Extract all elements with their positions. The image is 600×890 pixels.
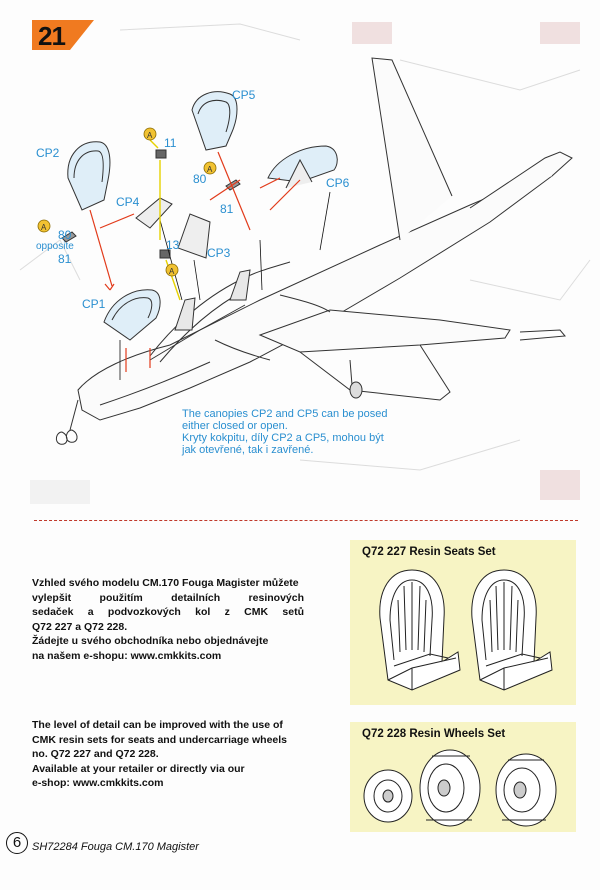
ad-text-czech <box>32 576 304 663</box>
ad-cz-line: sedaček a podvozkových kol z CMK setů <box>32 606 304 618</box>
ad-cz-line: vylepšit použitím detailních resinových <box>32 591 304 604</box>
glue-icon <box>166 264 178 276</box>
wheel-image <box>364 770 412 822</box>
step-number: 21 <box>38 21 65 51</box>
ad-en-line: The level of detail can be improved with the use of <box>32 719 283 731</box>
ad-cz-line: na našem e-shopu: www.cmkkits.com <box>32 649 222 662</box>
ad-text-english <box>32 718 294 791</box>
part-label-13: 13 <box>166 238 180 252</box>
canopy-note-line: either closed or open. <box>182 420 288 432</box>
ad-cz-line: Q72 227 a Q72 228. <box>32 620 128 633</box>
part-label-80-left: 80 <box>58 228 72 242</box>
part-label-cp4: CP4 <box>116 195 140 209</box>
canopy-note <box>182 408 387 456</box>
part-label-cp2: CP2 <box>36 146 60 160</box>
page-number: 6 <box>6 832 28 854</box>
part-label-81-right: 81 <box>220 202 234 216</box>
resin-seats-title: Q72 227 Resin Seats Set <box>362 546 496 558</box>
seat-image <box>380 570 460 690</box>
wheel-image <box>496 754 556 826</box>
ad-en-line: no. Q72 227 and Q72 228. <box>32 748 159 760</box>
canopy-note-line: jak otevřené, tak i zavřené. <box>182 444 314 456</box>
part-label-cp1: CP1 <box>82 297 106 311</box>
resin-wheels-title: Q72 228 Resin Wheels Set <box>362 728 506 740</box>
part-label-opposite: opposite <box>36 241 74 252</box>
footer-title: SH72284 Fouga CM.170 Magister <box>32 841 199 853</box>
dashed-divider <box>34 520 578 521</box>
svg-text:A: A <box>147 131 153 140</box>
part-label-80-right: 80 <box>193 172 207 186</box>
resin-wheels-panel <box>350 722 576 832</box>
part-label-cp5: CP5 <box>232 88 256 102</box>
part-label-11: 11 <box>164 136 177 150</box>
ad-en-line: e-shop: www.cmkkits.com <box>32 777 164 789</box>
svg-text:A: A <box>169 267 175 276</box>
ad-en-line: Available at your retailer or directly via our <box>32 762 245 775</box>
resin-wheels-illustration <box>350 722 576 832</box>
part-label-cp6: CP6 <box>326 176 350 190</box>
glue-icon <box>38 220 50 232</box>
ad-en-line: CMK resin sets for seats and undercarriage wheels <box>32 733 288 746</box>
svg-text:A: A <box>207 165 213 174</box>
seat-image <box>472 570 552 690</box>
ad-cz-line: Vzhled svého modelu CM.170 Fouga Magister můžete <box>32 577 299 589</box>
svg-text:A: A <box>41 223 47 232</box>
wheel-image <box>420 750 480 826</box>
canopy-note-line: Kryty kokpitu, díly CP2 a CP5, mohou být <box>182 432 384 444</box>
resin-seats-panel <box>350 540 576 705</box>
part-label-cp3: CP3 <box>207 246 231 260</box>
resin-seats-illustration <box>350 540 576 705</box>
canopy-note-line: The canopies CP2 and CP5 can be posed <box>182 408 388 420</box>
ad-cz-line: Žádejte u svého obchodníka nebo objednávejte <box>32 635 269 647</box>
glue-icon <box>144 128 156 140</box>
part-label-81-left: 81 <box>58 252 72 266</box>
